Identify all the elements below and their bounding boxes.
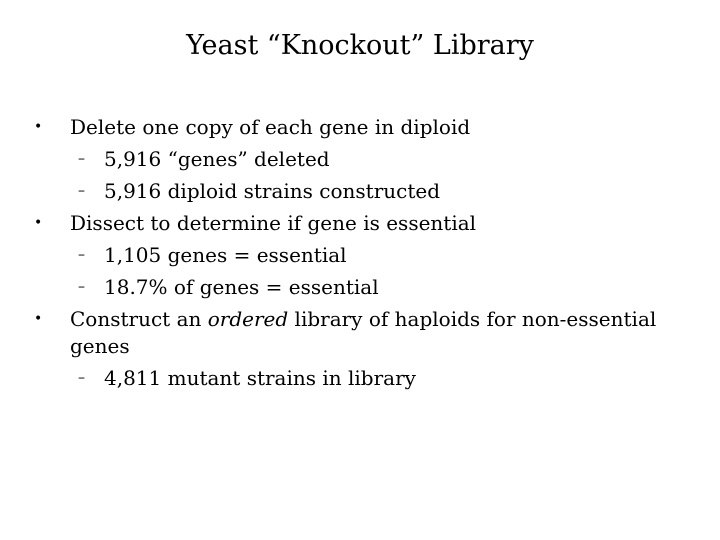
bullet-list [34, 114, 694, 397]
bullet-text-emphasis: ordered [207, 307, 289, 331]
sub-text: 1,105 genes = essential [104, 243, 347, 267]
sub-text: 4,811 mutant strains in library [104, 366, 416, 390]
bullet-text-before: Construct an [70, 307, 208, 331]
dash-icon: – [78, 183, 85, 199]
bullet-item-2 [34, 210, 694, 237]
slide-title: Yeast “Knockout” Library [186, 30, 534, 61]
bullet-text: Dissect to determine if gene is essential [70, 211, 477, 235]
dash-icon: – [78, 279, 85, 295]
sub-item [34, 274, 694, 301]
sub-text: 5,916 “genes” deleted [104, 147, 330, 171]
bullet-icon: • [34, 119, 43, 135]
bullet-item-3 [34, 306, 694, 360]
bullet-text [70, 307, 656, 358]
bullet-text-after: library of haploids for non-essential genes [70, 307, 657, 358]
dash-icon: – [78, 151, 85, 167]
sub-text: 18.7% of genes = essential [104, 275, 379, 299]
bullet-icon: • [34, 311, 43, 327]
dash-icon: – [78, 247, 85, 263]
sub-item [34, 178, 694, 205]
dash-icon: – [78, 370, 85, 386]
sub-item [34, 146, 694, 173]
sub-text: 5,916 diploid strains constructed [104, 179, 441, 203]
bullet-text: Delete one copy of each gene in diploid [70, 115, 471, 139]
bullet-item-1 [34, 114, 694, 141]
bullet-icon: • [34, 215, 43, 231]
sub-item [34, 365, 694, 392]
sub-item [34, 242, 694, 269]
